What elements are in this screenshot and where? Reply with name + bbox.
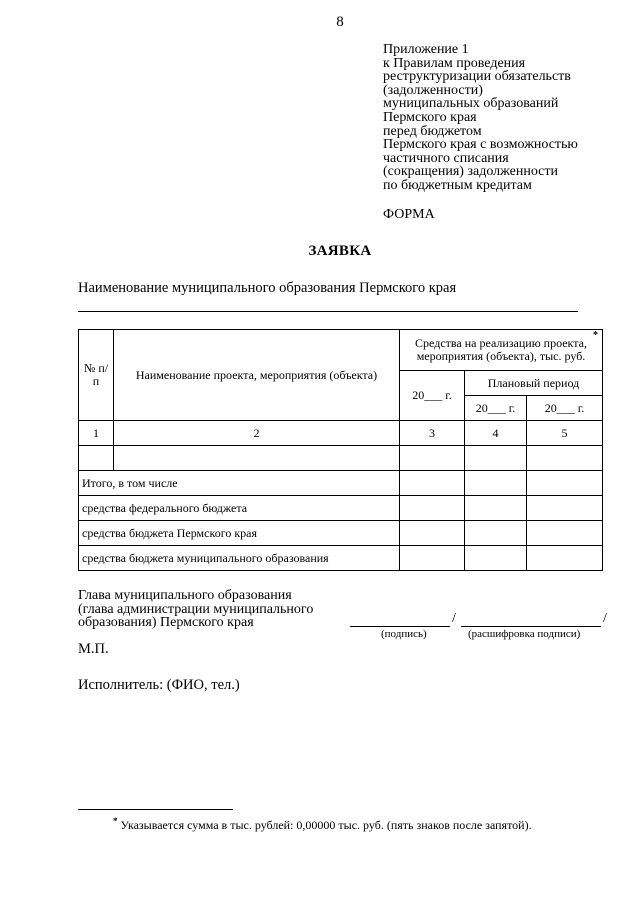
footnote bbox=[113, 818, 532, 833]
table-cell[interactable] bbox=[465, 496, 527, 521]
table-cell[interactable] bbox=[527, 546, 603, 571]
col-number-cell: 5 bbox=[527, 421, 603, 446]
signature-caption: (подпись) bbox=[381, 628, 427, 640]
footnote-divider bbox=[78, 809, 233, 810]
form-label: ФОРМА bbox=[383, 207, 435, 222]
table-cell[interactable] bbox=[465, 546, 527, 571]
summary-row-label: средства бюджета Пермского края bbox=[79, 521, 400, 546]
footnote-mark: * bbox=[113, 816, 118, 826]
plan-year-1-header: 20___ г. bbox=[465, 396, 527, 421]
document-title: ЗАЯВКА bbox=[308, 243, 372, 259]
summary-row-label: средства федерального бюджета bbox=[79, 496, 400, 521]
table-cell[interactable] bbox=[527, 521, 603, 546]
footnote-text: Указывается сумма в тыс. рублей: 0,00000 тыс. руб. (пять знаков после запятой). bbox=[117, 818, 532, 832]
current-year-header: 20___ г. bbox=[400, 371, 465, 421]
table-cell[interactable] bbox=[465, 446, 527, 471]
col-name-header: Наименование проекта, мероприятия (объекта) bbox=[114, 330, 400, 421]
table-cell[interactable] bbox=[400, 446, 465, 471]
summary-row-label: средства бюджета муниципального образования bbox=[79, 546, 400, 571]
appendix-line: (сокращения) задолженности bbox=[383, 164, 558, 180]
signatory-line: образования) Пермского края bbox=[78, 615, 254, 631]
stamp-label: М.П. bbox=[78, 641, 109, 657]
table-cell[interactable] bbox=[400, 521, 465, 546]
signature-fill-line[interactable] bbox=[350, 626, 450, 627]
appendix-line: реструктуризации обязательств bbox=[383, 69, 571, 85]
table-cell[interactable] bbox=[527, 446, 603, 471]
table-cell[interactable] bbox=[465, 521, 527, 546]
col-number-cell: 1 bbox=[79, 421, 114, 446]
appendix-line: Пермского края с возможностью bbox=[383, 137, 578, 153]
municipality-label: Наименование муниципального образования Пермского края bbox=[78, 280, 457, 296]
appendix-note bbox=[383, 43, 578, 193]
plan-year-2-header: 20___ г. bbox=[527, 396, 603, 421]
col-num-header-text: № п/п bbox=[83, 361, 109, 388]
signature-separator-end: / bbox=[603, 611, 607, 626]
table-cell[interactable] bbox=[400, 546, 465, 571]
table-row-federal bbox=[79, 496, 603, 521]
col-number-cell: 4 bbox=[465, 421, 527, 446]
signature-decoding-caption: (расшифровка подписи) bbox=[468, 628, 581, 640]
table-row-total bbox=[79, 471, 603, 496]
page-number: 8 bbox=[336, 14, 344, 30]
col-number-cell: 2 bbox=[114, 421, 400, 446]
funds-header: Средства на реализацию проекта, мероприятия (объекта), тыс. руб. * bbox=[400, 330, 603, 371]
application-table bbox=[78, 329, 603, 571]
appendix-line: к Правилам проведения bbox=[383, 55, 526, 71]
signatory-line: Глава муниципального образования bbox=[78, 588, 292, 603]
signatory-line: (глава администрации муниципального bbox=[78, 601, 314, 617]
table-cell[interactable] bbox=[400, 471, 465, 496]
appendix-line: по бюджетным кредитам bbox=[383, 177, 532, 193]
table-row-regional bbox=[79, 521, 603, 546]
signatory-title bbox=[78, 589, 313, 630]
table-row-municipal bbox=[79, 546, 603, 571]
funds-header-text: Средства на реализацию проекта, мероприятия (объекта), тыс. руб. bbox=[415, 336, 587, 363]
appendix-line: частичного списания bbox=[383, 150, 509, 166]
table-row-empty bbox=[79, 446, 603, 471]
table-cell[interactable] bbox=[465, 471, 527, 496]
table-cell[interactable] bbox=[114, 446, 400, 471]
table-cell[interactable] bbox=[79, 446, 114, 471]
signature-decoding-fill-line[interactable] bbox=[461, 626, 601, 627]
col-num-header bbox=[79, 330, 114, 421]
appendix-line: (задолженности) bbox=[383, 82, 483, 98]
executor-label: Исполнитель: (ФИО, тел.) bbox=[78, 677, 240, 693]
municipality-fill-line[interactable] bbox=[78, 311, 578, 312]
col-number-cell: 3 bbox=[400, 421, 465, 446]
planning-period-header: Плановый период bbox=[465, 371, 603, 396]
appendix-line: Пермского края bbox=[383, 109, 477, 125]
table-cell[interactable] bbox=[527, 471, 603, 496]
appendix-line: перед бюджетом bbox=[383, 123, 482, 139]
summary-row-label: Итого, в том числе bbox=[79, 471, 400, 496]
appendix-line: муниципальных образований bbox=[383, 96, 559, 112]
appendix-line: Приложение 1 bbox=[383, 42, 469, 57]
table-cell[interactable] bbox=[400, 496, 465, 521]
signature-separator: / bbox=[452, 611, 456, 626]
table-cell[interactable] bbox=[527, 496, 603, 521]
